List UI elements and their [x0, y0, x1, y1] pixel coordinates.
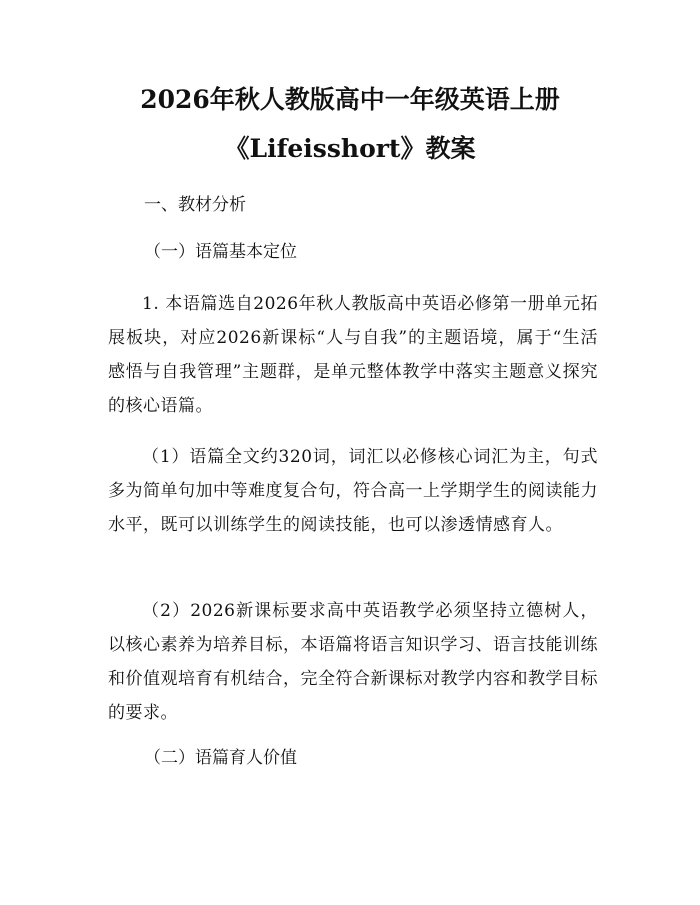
document-title-line-2: 《Lifeisshort》教案: [224, 134, 476, 163]
section-heading-textbook-analysis: 一、教材分析: [144, 195, 246, 215]
subsection-heading-educational-value: （二）语篇育人价值: [144, 748, 297, 768]
subsection-heading-discourse-positioning: （一）语篇基本定位: [144, 242, 297, 262]
paragraph-curriculum-requirement: （2）2026新课标要求高中英语教学必须坚持立德树人，以核心素养为培养目标，本语篇将语言知识学习、语言技能训练和价值观培育有机结合，完全符合新课标对教学内容和教学目标的要求。: [108, 601, 598, 723]
paragraph-word-count: （1）语篇全文约320词，词汇以必修核心词汇为主，句式多为简单句加中等难度复合句，符合高一上学期学生的阅读能力水平，既可以训练学生的阅读技能，也可以渗透情感育人。: [108, 447, 598, 535]
document-title-line-1: 2026年秋人教版高中一年级英语上册: [140, 85, 560, 114]
paragraph-discourse-source: 1. 本语篇选自2026年秋人教版高中英语必修第一册单元拓展板块，对应2026新课标“人与自我”的主题语境，属于“生活感悟与自我管理”主题群，是单元整体教学中落实主题意义探究的核心语篇。: [108, 294, 598, 416]
